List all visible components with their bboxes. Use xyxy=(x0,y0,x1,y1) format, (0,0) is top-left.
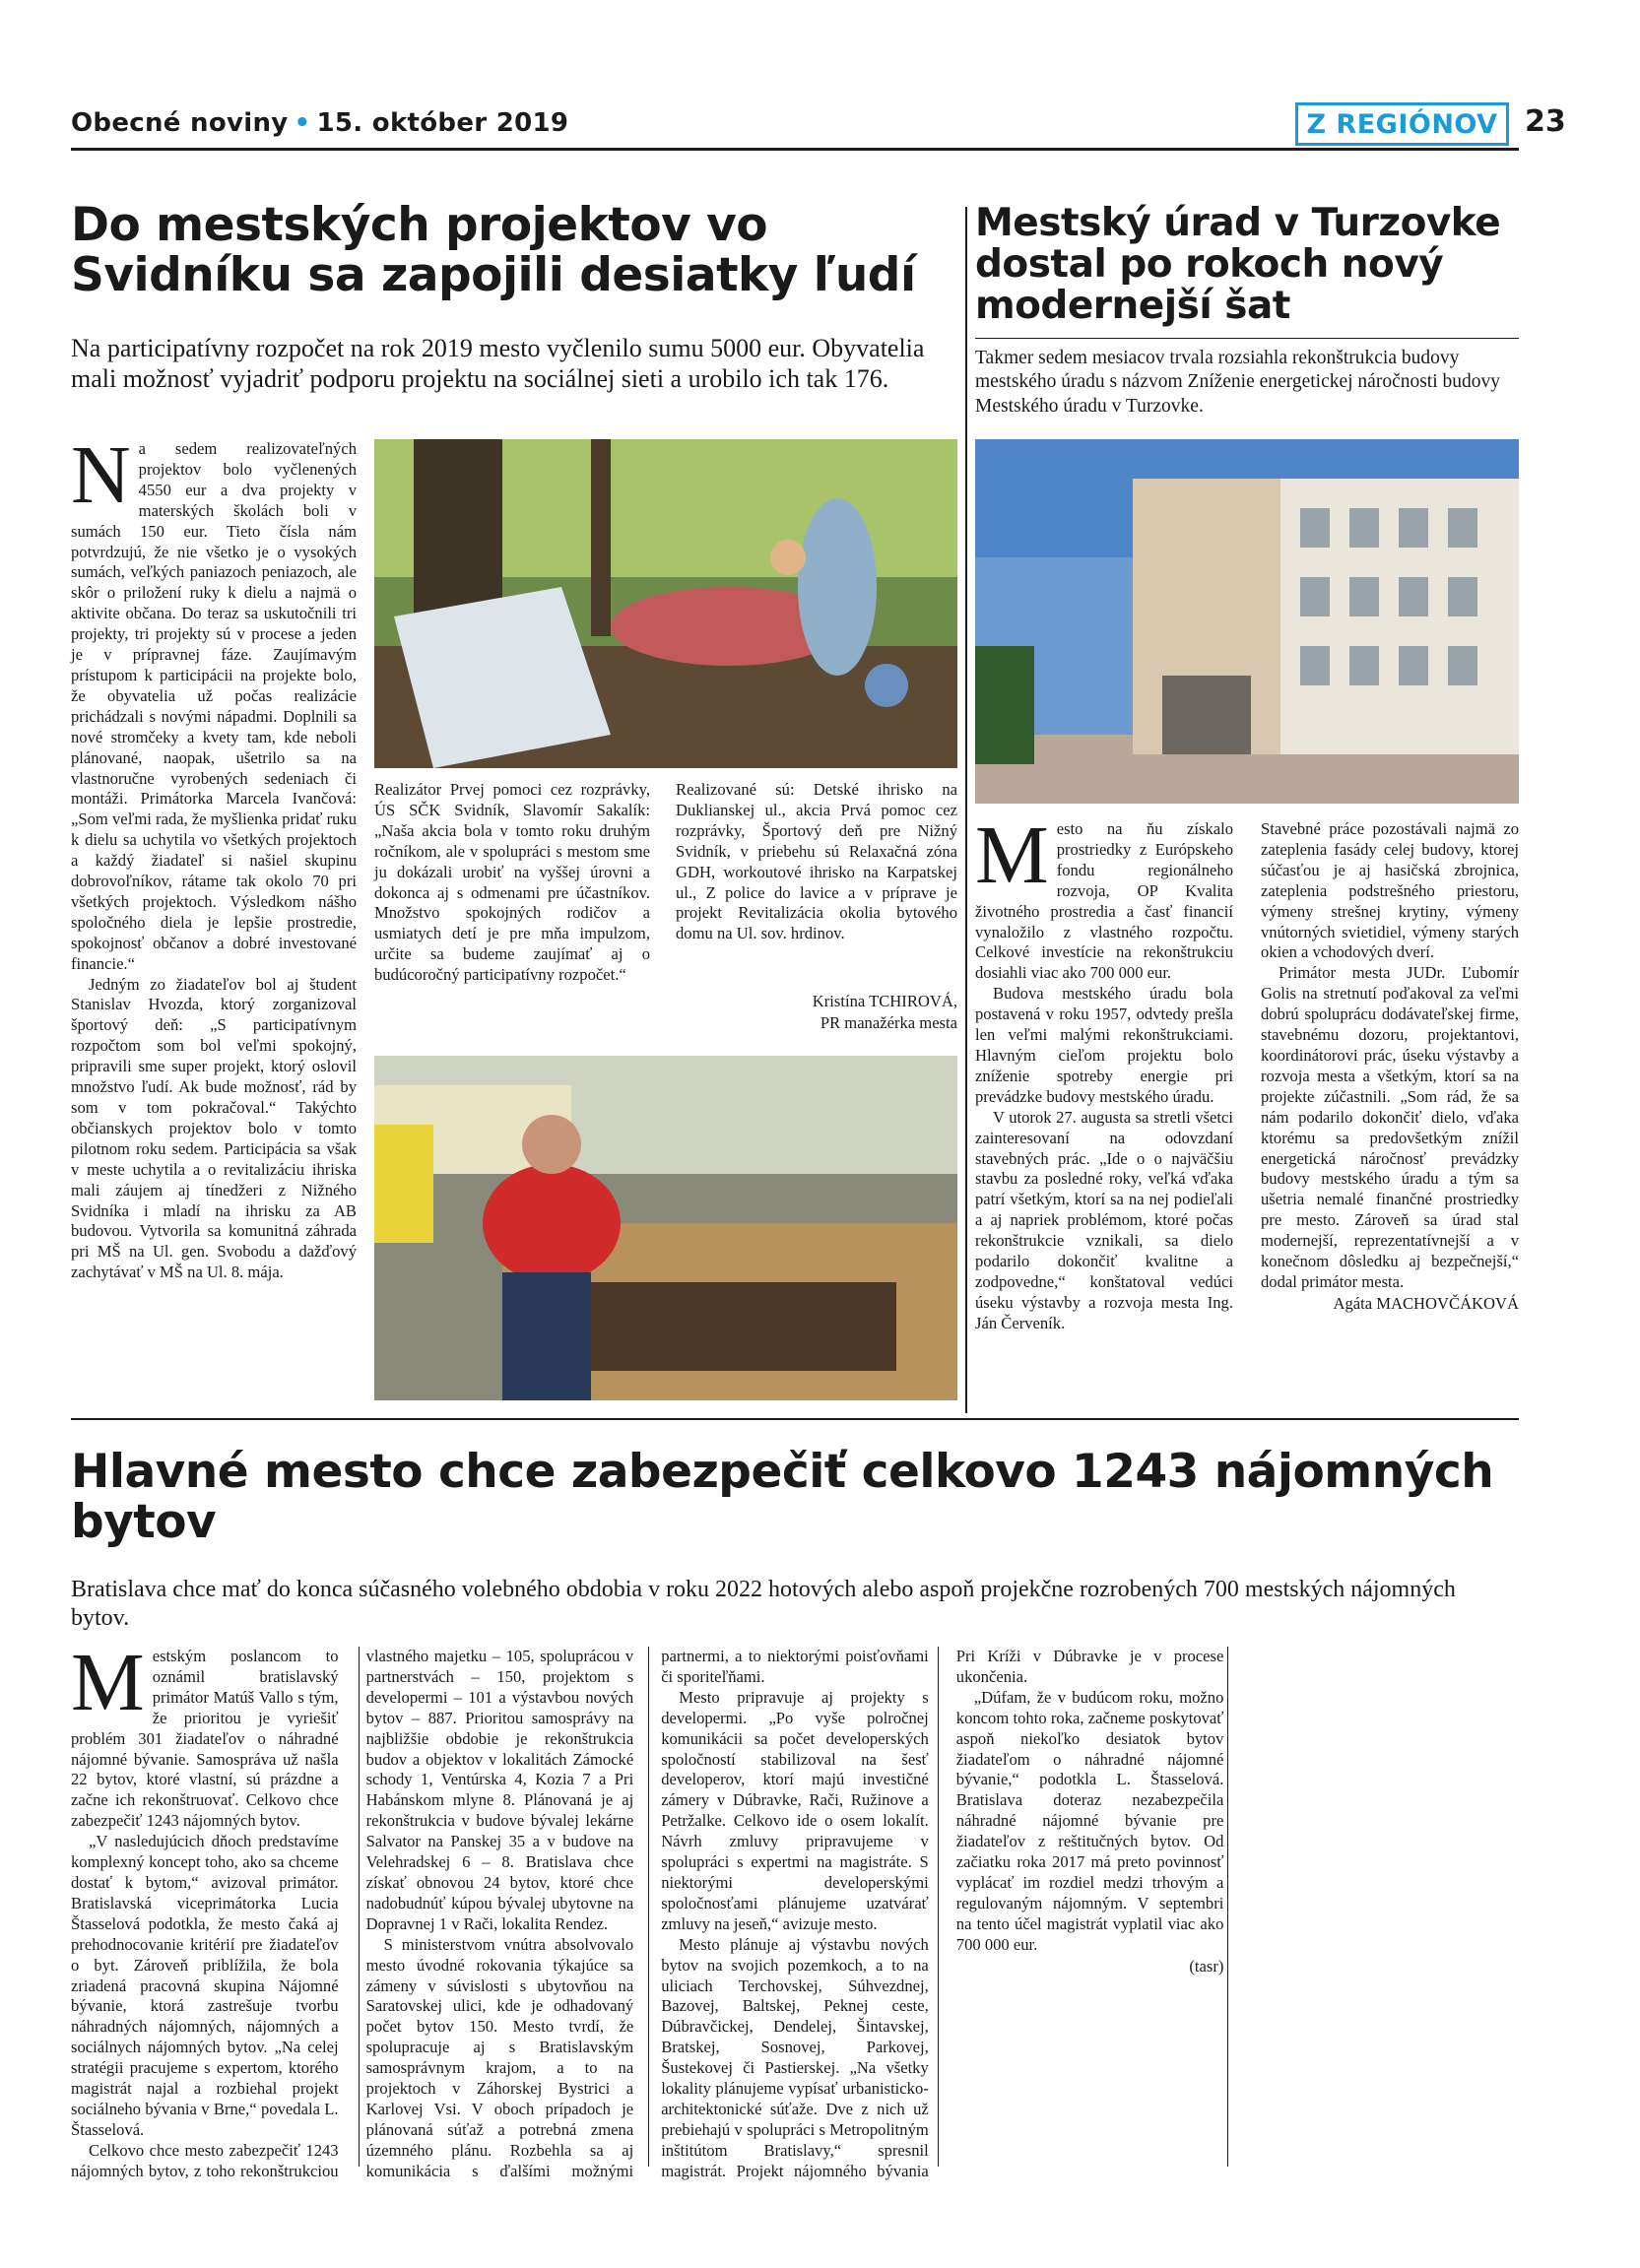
article3-source: (tasr) xyxy=(1189,1956,1224,1976)
column-divider xyxy=(965,207,967,1413)
column-divider xyxy=(938,1647,939,2167)
article2-paragraph: Mesto na ňu získalo prostriedky z Európskeho fondu regionálneho rozvoja, OP Kvalita životného prostredia a časť financií vynaložilo z vlastného rozpočtu. Celkové investície na rekonštrukciu dosiahli viac ako 700 000 eur. xyxy=(975,810,1233,983)
article3-paragraph: Mesto plánuje aj výstavbu nových bytov na svojich pozemkoch, a to na uliciach Terchovskej, Súhvezdnej, Bazovej, Baltskej, Peknej ceste, Dúbravčickej, Dendelej, Šintavskej, Bratskej, Sosnovej, Parkovej, Šustekovej či Pastierskej. „Na všetky lokality plánujeme vypísať urbanisticko-architektonické súťaže. Dve z nich už prebiehajú v spolupráci s Metropolitným inštitútom Bratislavy,“ spresnil magistrát. Projekt nájomného bývania Pri Kríži v Dúbravke je v procese ukončenia. xyxy=(661,1647,1224,2180)
article3-paragraph: „V nasledujúcich dňoch predstavíme komplexný koncept toho, ako sa chceme dostať k bytom,“ avizoval primátor. Bratislavská viceprimátorka Lucia Štasselová podotkla, že mesto čaká aj prehodnocovanie kritérií pre žiadateľov o byt. Zároveň priblížila, že bola zriadená pracovná skupina Nájomné bývanie, ktorá zastrešuje tvorbu náhradných nájomných, nájomných a sociálnych nájomných bytov. „Na celej stratégii pracujeme s expertom, ktorého magistrát najal a rozbiehal projekt sociálneho bývania v Brne,“ povedala L. Štasselová. xyxy=(71,1832,339,2139)
photo-gardening xyxy=(374,1056,957,1400)
masthead xyxy=(71,108,568,138)
article2-paragraph: Stavebné práce pozostávali najmä zo zateplenia fasády celej budovy, ktorej súčasťou je aj hasičská zbrojnica, zateplenia podstrešného priestoru, výmeny strešnej krytiny, výmeny vnútorných svietidiel, výmeny starých okien a vchodových dverí. xyxy=(1261,819,1519,962)
article1-byline xyxy=(676,991,957,1033)
article1-paragraph: Jedným zo žiadateľov bol aj študent Stanislav Hvozda, ktorý zorganizoval športový deň: „S participatívnym rozpočtom som bol veľmi spokojný, pripravili sme super projekt, ktorý oslovil množstvo ľudí. Ak bude možnosť, rád by som v tom pokračoval.“ Takýchto občianskych projektov bolo v tomto pilotnom roku sedem. Participácia sa však v meste uchytila a o revitalizáciu ihriska mali záujem aj tínedžeri z Nižného Svidníka i mladí na ihrisku za AB budovou. Vytvorila sa komunitná záhrada pri MŠ na Ul. gen. Svobodu a dažďový zachytávať v MŠ na Ul. 8. mája. xyxy=(71,974,357,1282)
article1-col2: Realizátor Prvej pomoci cez rozprávky, ÚS SČK Svidník, Slavomír Sakalík: „Naša akcia bola v tomto roku druhým ročníkom, ale v spolupráci s mestom sme ju dokázali urobiť na vyššej úrovni a dokonca aj s odmenami pre účastníkov. Množstvo spokojných rodičov a usmiatych detí je pre mňa impulzom, určite sa budeme zaujímať aj o budúcoročný participatívny rozpočet.“ xyxy=(374,780,650,985)
article3-paragraph: Celkovo chce mesto zabezpečiť 1243 nájomných bytov, z toho rekonštrukciou vlastného majetku – 105, spoluprácou v partnerstvách – 150, projektom s developermi – 101 a výstavbou nových bytov – 887. Prioritou samosprávy na najbližšie obdobie je rekonštrukcia budov a objektov v lokalitách Zámocké schody 1, Ventúrska 4, Kozia 7 a Pri Habánskom mlyne 8. Plánovaná je aj rekonštrukcia v budove bývalej lekárne Salvator na Panskej 35 a v budove na Velehradskej 6 – 8. Bratislava chce získať obnovou 24 bytov, ktoré chce nadobudnúť kúpou bývalej ubytovne na Dopravnej 1 v Rači, lokalita Rendez. xyxy=(71,1647,634,2180)
article3-body xyxy=(71,1637,1519,2198)
header-rule xyxy=(71,148,1519,151)
article1-paragraph: Na sedem realizovateľných projektov bolo vyčlenených 4550 eur a dva projekty v materských školách boli v sumách 150 eur. Tieto čísla nám potvrdzujú, že nie všetko je o vysokých sumách, veľkých paniazoch peniazoch, ale skôr o priložení ruky k dielu a najmä o aktivite občana. Do teraz sa uskutočnili tri projekty, tri projekty sú v procese a jeden je v prípravnej fáze. Zaujímavým prístupom k participácii na projekte bolo, že obyvatelia už počas realizácie prichádzali s novými nápadmi. Doplnili sa nové stromčeky a kvety tam, kde neboli plánované, naopak, ušetrilo sa na vlastnoručne vyrobených sedeniach či montáži. Primátorka Marcela Ivančová: „Som veľmi rada, že myšlienka pridať ruku k dielu sa uchytila vo všetkých projektoch a každý žiadateľ si našiel skupinu dobrovoľníkov, rátame tak okolo 70 pri všetkých projektoch. Výsledkom nášho spoločného diela je lepšie prostredie, spokojnosť občanov a dobré investované financie.“ xyxy=(71,429,357,973)
publication-name: Obecné noviny xyxy=(71,108,289,138)
title-underline xyxy=(975,338,1519,339)
article2-paragraph: Primátor mesta JUDr. Ľubomír Golis na stretnutí poďakoval za veľmi dobrú spoluprácu dodávateľskej firme, stavebnému dozoru, projektantovi, koordinátorovi prác, úseku výstavby a rozvoja mesta a všetkým, ktorí sa na projekte zúčastnili. „Som rád, že sa nám podarilo dokončiť dielo, vďaka ktorému sa predovšetkým znížil energetická náročnosť prevádzky budovy mestského úradu a tým sa ušetria nemalé finančné prostriedky pre mesto. Zároveň sa úrad stal modernejší, reprezentatívnejší a v konečnom dôsledku aj bezpečnejší,“ dodal primátor mesta. xyxy=(1261,963,1519,1291)
article1-col3: Realizované sú: Detské ihrisko na Duklianskej ul., akcia Prvá pomoc cez rozprávky, Športový deň pre Nižný Svidník, v priebehu sú Relaxačná zóna GDH, workoutové ihrisko na Karpatskej ul., Z police do lavice a v príprave je projekt Revitalizácia okolia bytového domu na Ul. sov. hrdinov. xyxy=(676,780,957,943)
column-divider xyxy=(1227,1647,1228,2167)
photo-town-hall xyxy=(975,439,1519,804)
article2-lead: Takmer sedem mesiacov trvala rozsiahla rekonštrukcia budovy mestského úradu s názvom Zníženie energetickej náročnosti budovy Mestského úradu v Turzovke. xyxy=(975,348,1501,417)
column-divider xyxy=(648,1647,649,2167)
article3-paragraph: Mestským poslancom to oznámil bratislavský primátor Matúš Vallo s tým, že prioritou je vyriešiť problém 301 žiadateľov o náhradné nájomné bývanie. Samospráva už našla 22 bytov, ktoré vlastní, sú prázdne a začne ich rekonštruovať. Celkovo chce zabezpečiť 1243 nájomných bytov. xyxy=(71,1637,339,1831)
page-number: 23 xyxy=(1525,104,1566,139)
section-rule xyxy=(71,1418,1519,1420)
article3-paragraph: Mesto pripravuje aj projekty s developermi. „Po vyše polročnej komunikácii sa počet developerských spoločností stabilizoval na šesť developerov, ktorí majú investičné zámery v Dúbravke, Rači, Ružinove a Petržalke. Celkovo ide o osem lokalít. Návrh zmluvy pripravujeme v spolupráci s expertmi na magistráte. S niektorými developerskými spoločnosťami plánujeme uzatvárať zmluvy na jeseň,“ avizuje mesto. xyxy=(661,1687,929,1933)
issue-date: 15. október 2019 xyxy=(316,108,569,138)
article2-col2 xyxy=(1261,819,1519,1314)
article2-title: Mestský úrad v Turzovke dostal po rokoch nový modernejší šat xyxy=(975,201,1501,329)
article3-lead: Bratislava chce mať do konca súčasného volebného obdobia v roku 2022 hotových alebo aspoň projekčne rozrobených 700 mestských nájomných bytov. xyxy=(71,1577,1456,1631)
author-name: Kristína TCHIROVÁ, xyxy=(812,992,957,1010)
article3-paragraph: „Dúfam, že v budúcom roku, možno koncom tohto roka, začneme poskytovať aspoň niekoľko desiatok bytov žiadateľom o náhradné nájomné bývanie,“ podotkla L. Štasselová. Bratislava doteraz nezabezpečila náhradné nájomné bývanie pre žiadateľov z reštitučných bytov. Od začiatku roka 2017 má preto povinnosť vyplácať im rozdiel medzi trhovým a regulovaným nájomným. V septembri na tento účel magistrát vyplatil viac ako 700 000 eur. xyxy=(955,1687,1224,1954)
section-label: Z REGIÓNOV xyxy=(1295,102,1509,146)
article2-paragraph: Budova mestského úradu bola postavená v roku 1957, odvtedy prešla len veľmi malými rekonštrukciami. Hlavným cieľom projektu bolo zníženie spotreby energie pri prevádzke budovy mestského úradu. xyxy=(975,984,1233,1106)
column-divider xyxy=(359,1647,360,2167)
author-role: PR manažérka mesta xyxy=(820,1012,957,1032)
article1-title: Do mestských projektov vo Svidníku sa zapojili desiatky ľudí xyxy=(71,198,916,302)
bullet-icon: • xyxy=(294,108,311,138)
article1-lead: Na participatívny rozpočet na rok 2019 mesto vyčlenilo sumu 5000 eur. Obyvatelia mali možnosť vyjadriť podporu projektu na sociálnej sieti a urobilo ich tak 176. xyxy=(71,334,925,394)
article1-col1 xyxy=(71,429,357,1283)
article3-title: Hlavné mesto chce zabezpečiť celkovo 1243 nájomných bytov xyxy=(71,1445,1494,1549)
article3-paragraph: S ministerstvom vnútra absolvovalo mesto úvodné rokovania týkajúce sa zámeny v súvislosti s ubytovňou na Saratovskej ulici, kde je odhadovaný počet bytov 150. Mesto tvrdí, že spolupracuje aj s Bratislavským samosprávnym krajom, a to na projektoch v Záhorskej Bystrici a Karlovej Vsi. V oboch prípadoch je plánovaná súťaž a potrebná zmena územného plánu. Rozbehla sa aj komunikácia s ďalšími možnými partnermi, a to niektorými poisťovňami či sporiteľňami. xyxy=(365,1647,929,2180)
article2-byline: Agáta MACHOVČÁKOVÁ xyxy=(1333,1293,1519,1313)
article2-col1 xyxy=(975,810,1233,1334)
photo-children-first-aid xyxy=(374,439,957,768)
article2-paragraph: V utorok 27. augusta sa stretli všetci zainteresovaní na odovzdaní stavebných prác. „Ide o o najväčšiu stavbu za posledné roky, veľká vďaka patrí všetkým, ktorí sa na nej podieľali a aj napriek problémom, ktoré počas rekonštrukcie vznikali, sa dielo podarilo dokončiť kvalitne a zodpovedne,“ konštatoval vedúci úseku výstavby a rozvoja mesta Ing. Ján Červeník. xyxy=(975,1107,1233,1332)
